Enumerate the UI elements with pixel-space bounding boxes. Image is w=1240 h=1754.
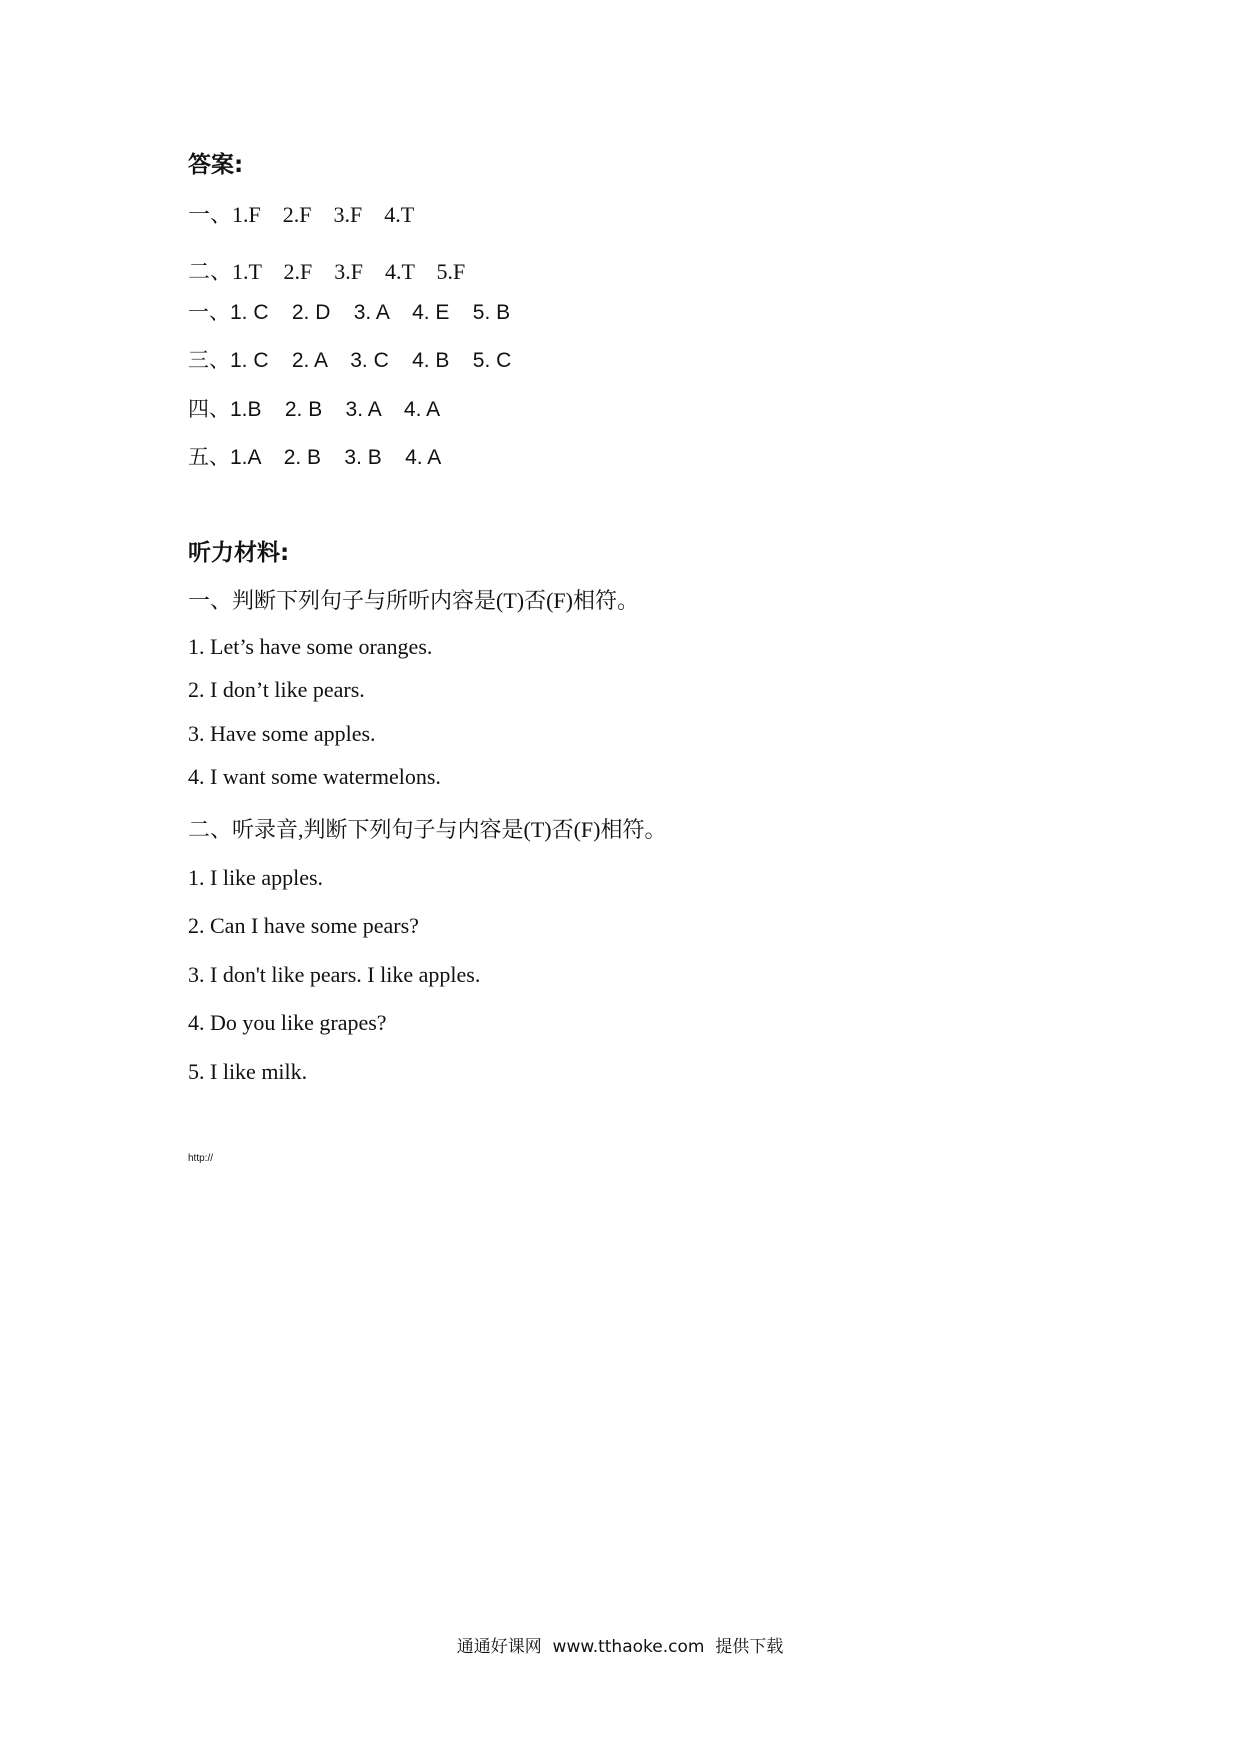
part2-item-4: 4. Do you like grapes? bbox=[188, 1010, 387, 1035]
part1-item-4: 4. I want some watermelons. bbox=[188, 764, 441, 789]
part1-item-1: 1. Let’s have some oranges. bbox=[188, 634, 433, 659]
part2-item-2: 2. Can I have some pears? bbox=[188, 913, 419, 938]
url-text: http:// bbox=[188, 1153, 214, 1164]
answer-row-3: 一、1. C 2. D 3. A 4. E 5. B bbox=[188, 301, 511, 324]
answer-row-1: 一、1.F 2.F 3.F 4.T bbox=[188, 202, 415, 227]
part2-title: 二、听录音,判断下列句子与内容是(T)否(F)相符。 bbox=[188, 817, 667, 842]
listening-heading: 听力材料: bbox=[188, 540, 290, 566]
answers-heading: 答案: bbox=[188, 152, 244, 178]
answer-row-4: 三、1. C 2. A 3. C 4. B 5. C bbox=[188, 349, 512, 372]
page-footer: 通通好课网 www.tthaoke.com 提供下载 bbox=[456, 1637, 784, 1657]
part2-item-5: 5. I like milk. bbox=[188, 1059, 308, 1084]
answer-row-2: 二、1.T 2.F 3.F 4.T 5.F bbox=[188, 259, 466, 284]
part1-item-2: 2. I don’t like pears. bbox=[188, 677, 365, 702]
part2-item-3: 3. I don't like pears. I like apples. bbox=[188, 962, 481, 987]
answer-row-6: 五、1.A 2. B 3. B 4. A bbox=[188, 446, 442, 469]
part2-item-1: 1. I like apples. bbox=[188, 865, 324, 890]
answer-row-5: 四、1.B 2. B 3. A 4. A bbox=[188, 398, 441, 421]
part1-item-3: 3. Have some apples. bbox=[188, 721, 376, 746]
part1-title: 一、判断下列句子与所听内容是(T)否(F)相符。 bbox=[188, 588, 639, 613]
